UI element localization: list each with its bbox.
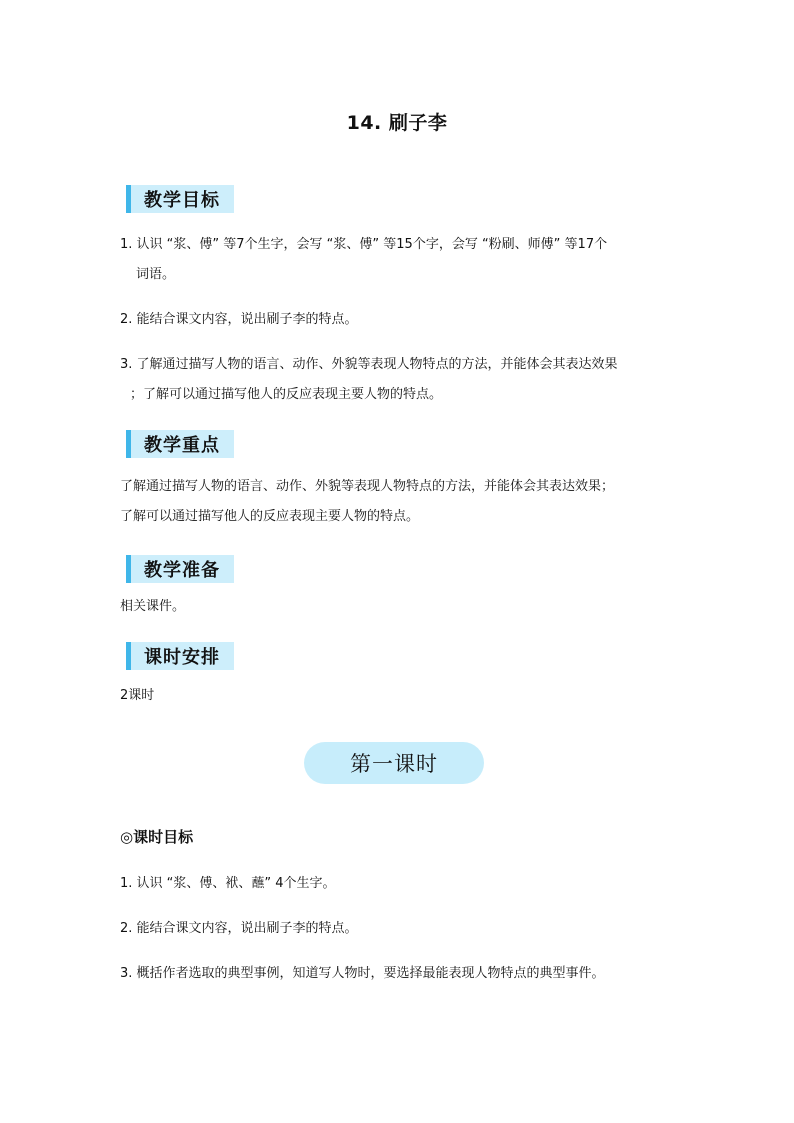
lesson-goals-header: ◎课时目标 [120, 828, 194, 846]
goal-item-3-line1: 3. 了解通过描写人物的语言、动作、外貌等表现人物特点的方法，并能体会其表达效果 [120, 357, 618, 372]
section-header-preparation-label: 教学准备 [144, 560, 220, 581]
key-points-line2: 了解可以通过描写他人的反应表现主要人物的特点。 [120, 509, 420, 524]
schedule-text: 2课时 [120, 688, 155, 703]
section-header-schedule [126, 642, 234, 670]
page-title: 14. 刷子李 [346, 112, 448, 134]
goal-item-2: 2. 能结合课文内容，说出刷子李的特点。 [120, 312, 358, 327]
section-header-goals [126, 185, 234, 213]
lesson-goal-item-1: 1. 认识 “浆、傅、袱、蘸” 4个生字。 [120, 876, 336, 891]
section-header-key-points-label: 教学重点 [144, 435, 220, 456]
preparation-text: 相关课件。 [120, 599, 186, 614]
lesson-banner-label: 第一课时 [350, 752, 438, 776]
section-header-goals-label: 教学目标 [144, 190, 220, 211]
goal-item-1-line1: 1. 认识 “浆、傅” 等7个生字，会写 “浆、傅” 等15个字，会写 “粉刷、师傅” 等17个 [120, 237, 608, 252]
lesson-banner [304, 742, 484, 784]
goal-item-3-line2: ；了解可以通过描写他人的反应表现主要人物的特点。 [130, 387, 443, 402]
lesson-goal-item-3: 3. 概括作者选取的典型事例，知道写人物时，要选择最能表现人物特点的典型事件。 [120, 966, 605, 981]
section-header-schedule-label: 课时安排 [144, 647, 220, 668]
key-points-line1: 了解通过描写人物的语言、动作、外貌等表现人物特点的方法，并能体会其表达效果； [120, 479, 615, 494]
section-header-preparation [126, 555, 234, 583]
lesson-goal-item-2: 2. 能结合课文内容，说出刷子李的特点。 [120, 921, 358, 936]
section-header-key-points [126, 430, 234, 458]
goal-item-1-line2: 词语。 [136, 267, 176, 282]
